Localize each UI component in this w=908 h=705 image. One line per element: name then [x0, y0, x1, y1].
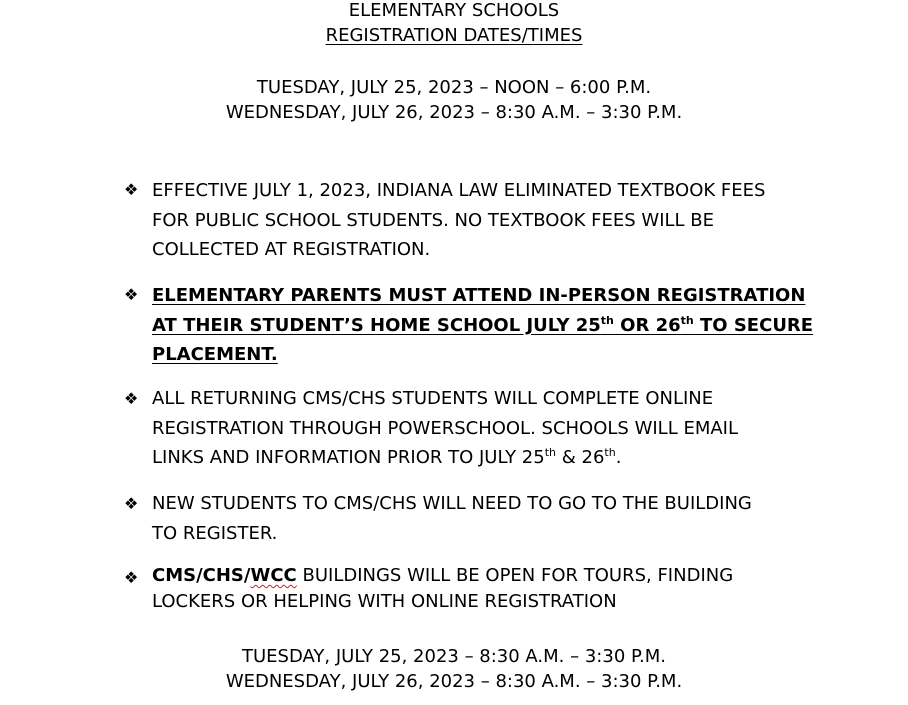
list-item-textbook-fees: EFFECTIVE JULY 1, 2023, INDIANA LAW ELIMINATED TEXTBOOK FEES FOR PUBLIC SCHOOL STUDENTS. NO TEXTBOOK FEES WILL BE COLLECTED AT REGISTRATION.	[152, 180, 766, 260]
list-item-buildings-open: CMS/CHS/WCC BUILDINGS WILL BE OPEN FOR TOURS, FINDING LOCKERS OR HELPING WITH ONLINE REGISTRATION	[152, 565, 734, 612]
bullet-icon: ❖	[124, 180, 139, 199]
bullet-icon: ❖	[124, 389, 139, 408]
list-item-returning-students: ALL RETURNING CMS/CHS STUDENTS WILL COMPLETE ONLINE REGISTRATION THROUGH POWERSCHOOL. SCHOOLS WILL EMAIL LINKS AND INFORMATION PRIOR TO JULY 25th & 26th.	[152, 388, 739, 468]
spellcheck-flag: WCC	[250, 565, 297, 586]
bullet-icon: ❖	[124, 494, 139, 513]
schedule-line-1: TUESDAY, JULY 25, 2023 – NOON – 6:00 P.M.	[256, 77, 652, 98]
footer-schedule-line-1: TUESDAY, JULY 25, 2023 – 8:30 A.M. – 3:30 P.M.	[241, 646, 667, 667]
bullet-icon: ❖	[124, 285, 139, 304]
schedule-line-2: WEDNESDAY, JULY 26, 2023 – 8:30 A.M. – 3:30 P.M.	[225, 102, 683, 123]
list-item-parents-must-attend: ELEMENTARY PARENTS MUST ATTEND IN-PERSON REGISTRATION AT THEIR STUDENT’S HOME SCHOOL JULY 25th OR 26th TO SECURE PLACEMENT.	[152, 285, 814, 365]
list-item-new-students: NEW STUDENTS TO CMS/CHS WILL NEED TO GO TO THE BUILDING TO REGISTER.	[152, 493, 752, 544]
bullet-icon: ❖	[124, 568, 139, 587]
page-subtitle: REGISTRATION DATES/TIMES	[325, 25, 583, 46]
page-title: ELEMENTARY SCHOOLS	[348, 0, 560, 21]
footer-schedule-line-2: WEDNESDAY, JULY 26, 2023 – 8:30 A.M. – 3:30 P.M.	[225, 671, 683, 692]
